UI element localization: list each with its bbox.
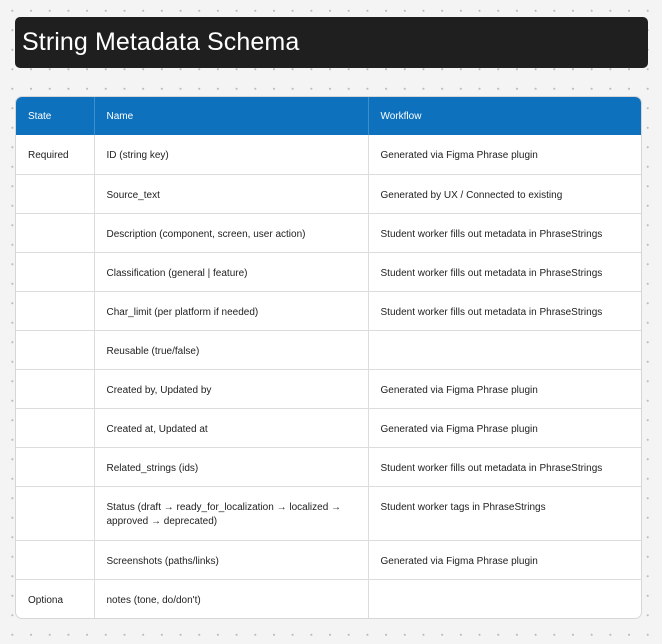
state-cell[interactable]	[16, 213, 94, 252]
table-row	[16, 252, 641, 291]
state-cell[interactable]	[16, 486, 94, 540]
name-cell[interactable]: Char_limit (per platform if needed)	[94, 291, 368, 330]
workflow-cell[interactable]: Student worker fills out metadata in PhraseStrings	[368, 252, 641, 291]
state-cell[interactable]	[16, 174, 94, 213]
workflow-cell[interactable]: Generated via Figma Phrase plugin	[368, 540, 641, 579]
name-cell[interactable]: notes (tone, do/don't)	[94, 579, 368, 618]
table-row	[16, 330, 641, 369]
name-cell[interactable]: Reusable (true/false)	[94, 330, 368, 369]
table-row	[16, 291, 641, 330]
table-row	[16, 408, 641, 447]
state-cell[interactable]	[16, 291, 94, 330]
table-row	[16, 213, 641, 252]
state-cell[interactable]	[16, 408, 94, 447]
column-header-name[interactable]: Name	[94, 97, 368, 135]
table-row	[16, 135, 641, 174]
workflow-cell[interactable]: Student worker fills out metadata in PhraseStrings	[368, 291, 641, 330]
header-row	[16, 97, 641, 135]
name-cell[interactable]: ID (string key)	[94, 135, 368, 174]
table-row	[16, 540, 641, 579]
workflow-cell[interactable]: Student worker tags in PhraseStrings	[368, 486, 641, 540]
table-row	[16, 579, 641, 618]
workflow-cell[interactable]: Generated via Figma Phrase plugin	[380, 150, 538, 161]
column-header-state[interactable]: State	[16, 97, 94, 135]
state-cell[interactable]	[16, 369, 94, 408]
schema-table-card	[15, 96, 642, 619]
state-cell[interactable]: Required	[16, 135, 94, 174]
name-cell[interactable]: Screenshots (paths/links)	[94, 540, 368, 579]
page-title: String Metadata Schema	[22, 28, 300, 56]
title-bar	[15, 17, 648, 68]
name-cell[interactable]: Classification (general | feature)	[94, 252, 368, 291]
name-cell[interactable]: Status (draft → ready_for_localization → localized → approved → deprecated)	[94, 486, 368, 540]
workflow-cell[interactable]	[368, 330, 641, 369]
workflow-cell[interactable]: Student worker fills out metadata in PhraseStrings	[368, 213, 641, 252]
workflow-cell[interactable]: Generated by UX / Connected to existing	[368, 174, 641, 213]
workflow-cell[interactable]: Generated via Figma Phrase plugin	[368, 369, 641, 408]
state-cell[interactable]	[16, 540, 94, 579]
name-cell[interactable]: Created by, Updated by	[94, 369, 368, 408]
state-cell[interactable]	[16, 330, 94, 369]
state-cell[interactable]	[16, 447, 94, 486]
workflow-cell[interactable]	[368, 579, 641, 618]
table-row	[16, 447, 641, 486]
workflow-cell[interactable]: Generated via Figma Phrase plugin	[368, 408, 641, 447]
schema-table	[16, 97, 641, 618]
state-cell[interactable]: Optiona	[16, 579, 94, 618]
name-cell[interactable]: Created at, Updated at	[94, 408, 368, 447]
table-row	[16, 369, 641, 408]
workflow-cell[interactable]: Student worker fills out metadata in PhraseStrings	[368, 447, 641, 486]
name-cell[interactable]: Description (component, screen, user action)	[94, 213, 368, 252]
table-row	[16, 174, 641, 213]
state-cell[interactable]	[16, 252, 94, 291]
name-cell[interactable]: Source_text	[94, 174, 368, 213]
name-cell[interactable]: Related_strings (ids)	[94, 447, 368, 486]
column-header-workflow[interactable]: Workflow	[368, 97, 641, 135]
table-row	[16, 486, 641, 540]
